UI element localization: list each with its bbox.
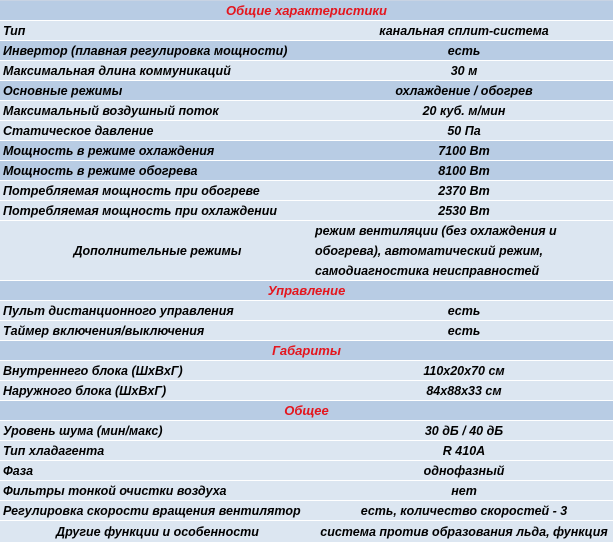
row-label-type: Тип bbox=[3, 23, 26, 38]
additional-modes-line: обогрева), автоматический режим, bbox=[315, 243, 543, 258]
row-label-max-pipe-length: Максимальная длина коммуникаций bbox=[3, 63, 231, 78]
section-title: Общие характеристики bbox=[226, 3, 387, 18]
table-row bbox=[0, 381, 613, 401]
table-row bbox=[0, 361, 613, 381]
row-value-indoor-unit: 110x20x70 см bbox=[423, 363, 505, 378]
row-value-static-pressure: 50 Па bbox=[447, 123, 481, 138]
row-label-static-pressure: Статическое давление bbox=[3, 123, 154, 138]
table-row bbox=[0, 421, 613, 441]
row-label-consumption-cooling: Потребляемая мощность при охлаждении bbox=[3, 203, 277, 218]
table-row bbox=[0, 141, 613, 161]
table-row bbox=[0, 301, 613, 321]
row-value-other-functions: система против образования льда, функция bbox=[320, 524, 608, 539]
table-row bbox=[0, 461, 613, 481]
row-label-remote: Пульт дистанционного управления bbox=[3, 303, 234, 318]
row-label-outdoor-unit: Наружного блока (ШxВxГ) bbox=[3, 383, 167, 398]
row-label-additional-modes: Дополнительные режимы bbox=[73, 243, 242, 258]
row-label-fan-speed: Регулировка скорости вращения вентилятор bbox=[3, 503, 301, 518]
row-value-timer: есть bbox=[447, 323, 481, 338]
row-value-heating-power: 8100 Вт bbox=[438, 163, 490, 178]
table-row bbox=[0, 81, 613, 101]
row-label-phase: Фаза bbox=[3, 463, 34, 478]
row-value-consumption-cooling: 2530 Вт bbox=[438, 203, 490, 218]
row-label-cooling-power: Мощность в режиме охлаждения bbox=[3, 143, 215, 158]
table-row bbox=[0, 41, 613, 61]
row-value-fan-speed: есть, количество скоростей - 3 bbox=[360, 503, 568, 518]
row-label-other-functions: Другие функции и особенности bbox=[56, 524, 259, 539]
row-value-noise: 30 дБ / 40 дБ bbox=[424, 423, 504, 438]
row-label-fine-filters: Фильтры тонкой очистки воздуха bbox=[3, 483, 227, 498]
row-label-heating-power: Мощность в режиме обогрева bbox=[3, 163, 198, 178]
table-row bbox=[0, 61, 613, 81]
row-value-cooling-power: 7100 Вт bbox=[438, 143, 490, 158]
row-value-type: канальная сплит-система bbox=[379, 23, 549, 38]
additional-modes-line: самодиагностика неисправностей bbox=[315, 263, 540, 278]
table-row bbox=[0, 21, 613, 41]
table-row bbox=[0, 181, 613, 201]
row-value-main-modes: охлаждение / обогрев bbox=[395, 83, 533, 98]
row-value-outdoor-unit: 84x88x33 см bbox=[426, 383, 502, 398]
row-value-refrigerant: R 410A bbox=[442, 443, 486, 458]
table-row bbox=[0, 121, 613, 141]
row-label-noise: Уровень шума (мин/макс) bbox=[3, 423, 163, 438]
row-value-remote: есть bbox=[447, 303, 481, 318]
section-title: Общее bbox=[284, 403, 329, 418]
section-title: Управление bbox=[267, 283, 346, 298]
table-row bbox=[0, 221, 613, 281]
row-label-main-modes: Основные режимы bbox=[3, 83, 123, 98]
row-value-consumption-heating: 2370 Вт bbox=[438, 183, 490, 198]
section-title: Габариты bbox=[272, 343, 341, 358]
table-row bbox=[0, 161, 613, 181]
table-row bbox=[0, 481, 613, 501]
row-label-indoor-unit: Внутреннего блока (ШxВxГ) bbox=[3, 363, 183, 378]
table-row bbox=[0, 441, 613, 461]
section-general-characteristics bbox=[0, 1, 613, 21]
row-value-additional-modes bbox=[315, 221, 613, 281]
row-label-timer: Таймер включения/выключения bbox=[3, 323, 205, 338]
row-label-max-airflow: Максимальный воздушный поток bbox=[3, 103, 219, 118]
row-value-max-pipe-length: 30 м bbox=[450, 63, 478, 78]
table-row bbox=[0, 101, 613, 121]
table-row bbox=[0, 321, 613, 341]
row-value-phase: однофазный bbox=[423, 463, 505, 478]
row-label-inverter: Инвертор (плавная регулировка мощности) bbox=[3, 43, 288, 58]
row-label-consumption-heating: Потребляемая мощность при обогреве bbox=[3, 183, 260, 198]
row-value-fine-filters: нет bbox=[451, 483, 477, 498]
row-label-refrigerant: Тип хладагента bbox=[3, 443, 105, 458]
section-control bbox=[0, 281, 613, 301]
table-row bbox=[0, 521, 613, 542]
row-value-inverter: есть bbox=[447, 43, 481, 58]
section-dimensions bbox=[0, 341, 613, 361]
additional-modes-line: режим вентиляции (без охлаждения и bbox=[315, 223, 557, 238]
table-row bbox=[0, 501, 613, 521]
row-value-max-airflow: 20 куб. м/мин bbox=[422, 103, 506, 118]
section-general bbox=[0, 401, 613, 421]
table-row bbox=[0, 201, 613, 221]
